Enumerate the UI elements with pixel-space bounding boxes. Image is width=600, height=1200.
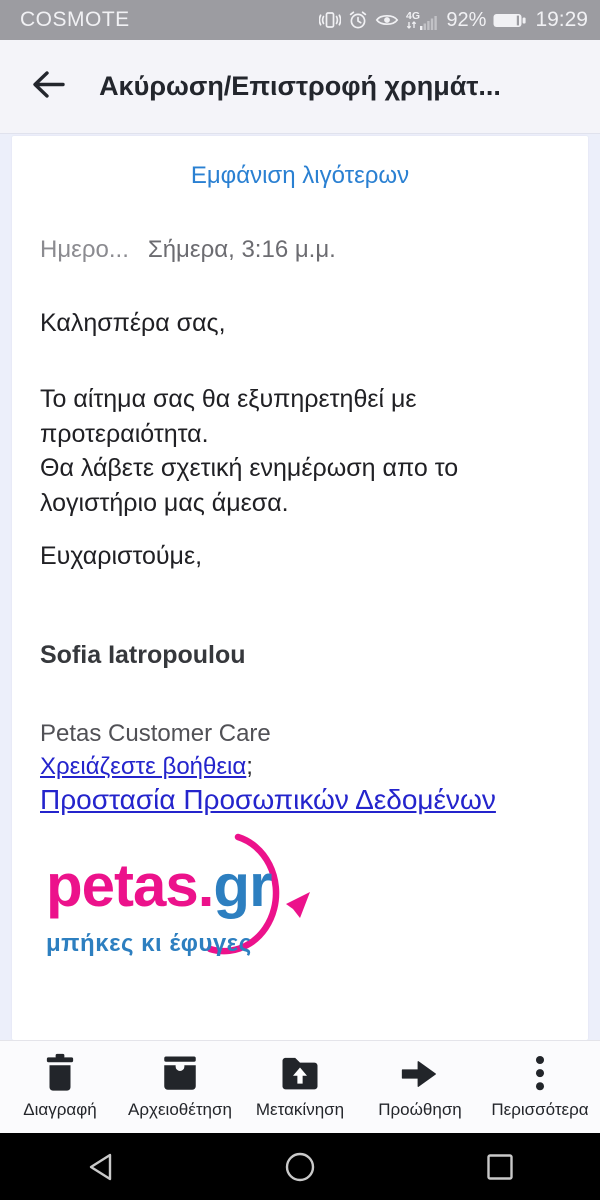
email-body-line-2: Θα λάβετε σχετική ενημέρωση απο το λογιστήριο μας άμεσα. xyxy=(40,454,459,517)
back-triangle-icon xyxy=(87,1152,113,1182)
archive-button[interactable] xyxy=(120,1041,240,1133)
email-closing: Ευχαριστούμε, xyxy=(40,542,203,570)
email-body xyxy=(40,382,515,520)
vibrate-icon xyxy=(319,10,341,30)
trash-icon xyxy=(39,1052,81,1096)
back-button[interactable] xyxy=(30,68,74,106)
network-4g-icon xyxy=(406,9,439,31)
more-button[interactable] xyxy=(480,1041,600,1133)
email-greeting: Καλησπέρα σας, xyxy=(40,309,226,337)
app-header xyxy=(0,40,600,133)
carrier-label: COSMOTE xyxy=(20,8,130,31)
status-bar xyxy=(0,0,600,40)
content-area xyxy=(0,133,600,1040)
petas-logo xyxy=(46,842,346,962)
clock-text: 19:29 xyxy=(535,8,588,31)
nav-home-button[interactable] xyxy=(200,1133,400,1200)
delete-label: Διαγραφή xyxy=(23,1100,97,1119)
date-label: Ημερο... xyxy=(40,236,129,263)
more-label: Περισσότερα xyxy=(491,1100,589,1119)
page-title: Ακύρωση/Επιστροφή χρημάτ... xyxy=(99,71,501,101)
date-value: Σήμερα, 3:16 μ.μ. xyxy=(147,236,336,263)
battery-icon xyxy=(493,13,526,28)
logo-wordmark xyxy=(46,842,346,919)
battery-percent-text: 92% xyxy=(446,8,487,31)
eye-comfort-icon xyxy=(375,11,399,29)
logo-tagline: μπήκες κι έφυγες xyxy=(46,930,252,957)
email-card xyxy=(12,136,588,1040)
svg-text:4G: 4G xyxy=(406,10,421,22)
help-row xyxy=(40,753,560,781)
archive-label: Αρχειοθέτηση xyxy=(128,1100,232,1119)
help-link-suffix: ; xyxy=(246,753,253,780)
date-row xyxy=(40,236,560,264)
recents-square-icon xyxy=(486,1153,514,1181)
sender-team: Petas Customer Care xyxy=(40,720,271,747)
android-nav-bar xyxy=(0,1133,600,1200)
more-vert-icon xyxy=(519,1052,561,1096)
forward-icon xyxy=(399,1052,441,1096)
email-body-line-1: Το αίτημα σας θα εξυπηρετηθεί με προτεραιότητα. xyxy=(40,385,417,448)
move-button[interactable] xyxy=(240,1041,360,1133)
move-folder-icon xyxy=(279,1052,321,1096)
move-label: Μετακίνηση xyxy=(255,1100,345,1119)
archive-icon xyxy=(159,1052,201,1096)
privacy-row xyxy=(40,784,560,816)
sender-name: Sofia Iatropoulou xyxy=(40,641,246,669)
status-icons xyxy=(319,8,588,32)
home-circle-icon xyxy=(284,1151,316,1183)
delete-button[interactable] xyxy=(0,1041,120,1133)
logo-dot: . xyxy=(197,852,214,919)
nav-recents-button[interactable] xyxy=(400,1133,600,1200)
help-link[interactable]: Χρειάζεστε βοήθεια xyxy=(40,753,247,780)
alarm-icon xyxy=(348,10,368,30)
action-toolbar xyxy=(0,1040,600,1133)
privacy-link[interactable]: Προστασία Προσωπικών Δεδομένων xyxy=(40,784,496,815)
nav-back-button[interactable] xyxy=(0,1133,200,1200)
forward-label: Προώθηση xyxy=(378,1100,462,1119)
logo-text-gr: gr xyxy=(213,852,272,919)
show-less-link[interactable]: Εμφάνιση λιγότερων xyxy=(190,162,410,189)
forward-button[interactable] xyxy=(360,1041,480,1133)
logo-text-petas: petas xyxy=(46,852,198,919)
